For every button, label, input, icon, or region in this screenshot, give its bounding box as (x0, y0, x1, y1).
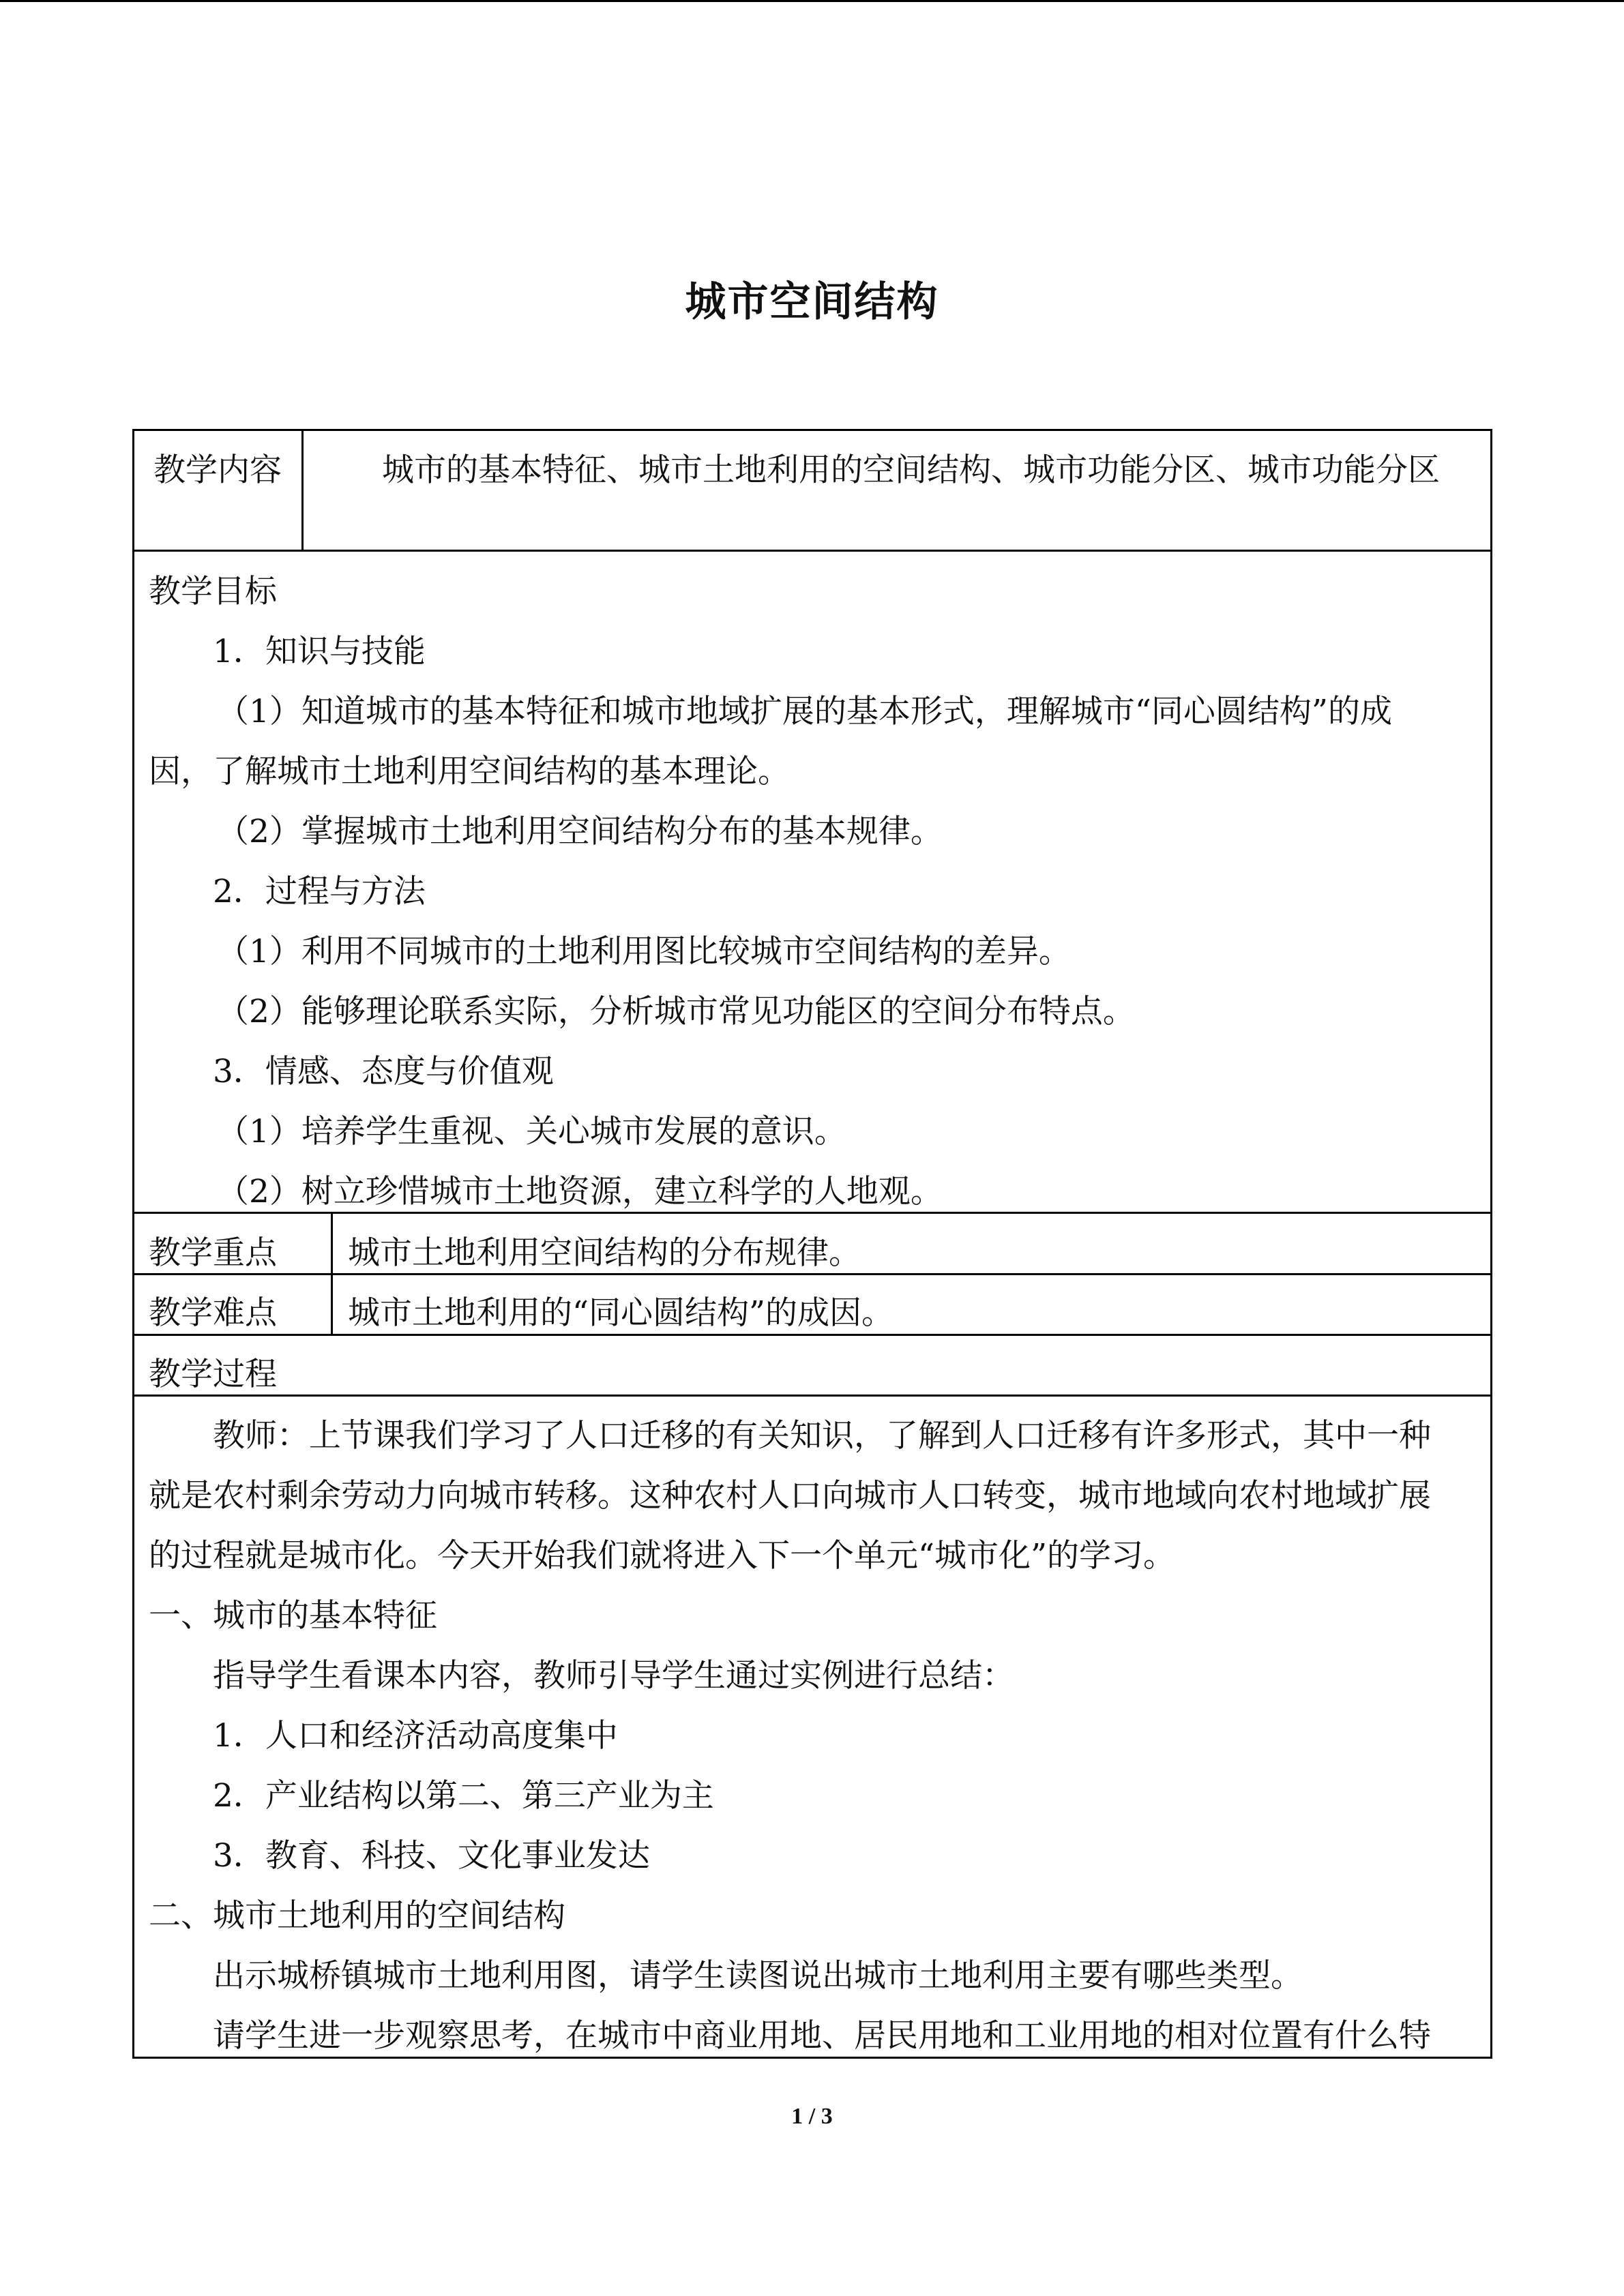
process-line: 就是农村剩余劳动力向城市转移。这种农村人口向城市人口转变，城市地域向农村地域扩展 (149, 1477, 1431, 1515)
objectives-line: （1）培养学生重视、关心城市发展的意识。 (217, 1113, 846, 1150)
objectives-line: （2）树立珍惜城市土地资源，建立科学的人地观。 (217, 1173, 943, 1210)
process-line: 1．人口和经济活动高度集中 (213, 1717, 618, 1755)
process-line: 的过程就是城市化。今天开始我们就将进入下一个单元“城市化”的学习。 (149, 1537, 1176, 1575)
key-points-label: 教学重点 (149, 1234, 277, 1272)
process-line: 出示城桥镇城市土地利用图，请学生读图说出城市土地利用主要有哪些类型。 (213, 1957, 1303, 1995)
process-line: 一、城市的基本特征 (149, 1597, 437, 1635)
document-title: 城市空间结构 (685, 278, 939, 326)
content-value: 城市的基本特征、城市土地利用的空间结构、城市功能分区、城市功能分区 (382, 451, 1440, 489)
objectives-line: （1）利用不同城市的土地利用图比较城市空间结构的差异。 (217, 933, 1071, 970)
key-points-value: 城市土地利用空间结构的分布规律。 (348, 1234, 861, 1272)
process-line: 教师：上节课我们学习了人口迁移的有关知识，了解到人口迁移有许多形式，其中一种 (213, 1417, 1431, 1455)
process-line: 2．产业结构以第二、第三产业为主 (213, 1777, 714, 1815)
process-line: 请学生进一步观察思考，在城市中商业用地、居民用地和工业用地的相对位置有什么特 (213, 2017, 1431, 2055)
process-line: 3．教育、科技、文化事业发达 (213, 1837, 650, 1875)
table-border-left (132, 429, 134, 2059)
page-number: 1 / 3 (791, 2104, 833, 2129)
objectives-label: 教学目标 (149, 573, 277, 610)
objectives-line: （1）知道城市的基本特征和城市地域扩展的基本形式，理解城市“同心圆结构”的成 (217, 693, 1392, 730)
objectives-line: 2．过程与方法 (213, 873, 426, 910)
objectives-line: 因，了解城市土地利用空间结构的基本理论。 (149, 753, 790, 790)
process-label: 教学过程 (149, 1356, 277, 1393)
table-border-bottom (132, 2057, 1492, 2059)
objectives-line: 1．知识与技能 (213, 633, 426, 670)
table-column-divider (301, 429, 304, 552)
content-label: 教学内容 (153, 451, 282, 489)
process-line: 二、城市土地利用的空间结构 (149, 1897, 565, 1935)
difficulties-label: 教学难点 (149, 1294, 277, 1332)
page-top-border (0, 0, 1624, 2)
difficulties-value: 城市土地利用的“同心圆结构”的成因。 (348, 1294, 894, 1332)
table-column-divider (331, 1212, 333, 1335)
objectives-line: 3．情感、态度与价值观 (213, 1053, 554, 1090)
table-divider (132, 550, 1492, 552)
process-line: 指导学生看课本内容，教师引导学生通过实例进行总结： (213, 1657, 1014, 1695)
objectives-line: （2）掌握城市土地利用空间结构分布的基本规律。 (217, 813, 943, 850)
table-border-top (132, 429, 1492, 431)
table-border-right (1490, 429, 1492, 2059)
table-divider (132, 1395, 1492, 1397)
table-divider (132, 1334, 1492, 1336)
objectives-line: （2）能够理论联系实际，分析城市常见功能区的空间分布特点。 (217, 993, 1135, 1030)
